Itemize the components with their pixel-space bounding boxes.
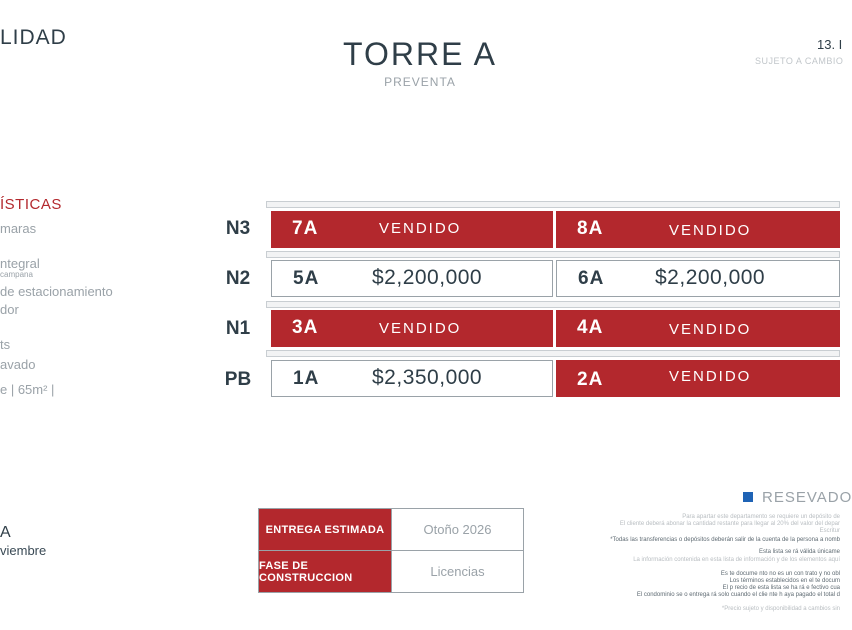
floor-slab [266, 251, 840, 258]
page-title-left: LIDAD [0, 26, 67, 49]
fine-print: Es te docume nto no es un con trato y no obl [720, 571, 840, 577]
unit-status: VENDIDO [379, 320, 462, 337]
unit-price: $2,200,000 [655, 266, 766, 289]
reserved-legend-swatch [743, 492, 753, 502]
characteristic-item: avado [0, 357, 36, 372]
info-row-delivery [259, 509, 523, 550]
unit-7a[interactable] [271, 211, 553, 248]
project-info-table [258, 508, 524, 593]
unit-id: 3A [292, 317, 319, 338]
top-right-subtext: SUJETO A CAMBIO [755, 56, 844, 66]
unit-id: 7A [292, 218, 319, 239]
unit-id: 6A [578, 268, 605, 289]
unit-id: 5A [293, 268, 320, 289]
unit-id: 8A [577, 218, 604, 239]
fine-print: El p recio de esta lista se ha rá e fectivo cua [722, 585, 840, 591]
floor-label-n2: N2 [225, 268, 251, 289]
characteristic-item: de estacionamiento [0, 284, 113, 299]
info-key: FASE DE CONSTRUCCION [259, 551, 391, 592]
unit-id: 2A [577, 369, 604, 390]
info-key: ENTREGA ESTIMADA [259, 509, 391, 550]
characteristic-item: ntegral [0, 256, 40, 271]
fine-print: El cliente deberá abonar la cantidad restante para llegar al 20% del valor del depar [619, 521, 840, 527]
unit-3a[interactable] [271, 310, 553, 347]
info-value: Licencias [391, 551, 523, 592]
left-footer-line1: A [0, 524, 11, 541]
left-footer-line2: viembre [0, 543, 47, 558]
roof-slab [266, 201, 840, 208]
characteristic-item: ts [0, 337, 11, 352]
unit-2a[interactable] [556, 360, 840, 397]
fine-print: Escritur [819, 528, 840, 534]
info-value: Otoño 2026 [391, 509, 523, 550]
unit-status: VENDIDO [669, 368, 752, 385]
unit-6a[interactable] [556, 260, 840, 297]
floor-label-pb: PB [224, 369, 252, 390]
characteristics-heading: ÍSTICAS [0, 196, 62, 213]
floor-label-n1: N1 [225, 318, 251, 339]
top-right-text: 13. I [817, 37, 843, 52]
characteristic-item: maras [0, 221, 37, 236]
unit-price: $2,200,000 [372, 266, 483, 289]
unit-8a[interactable] [556, 211, 840, 248]
unit-status: VENDIDO [669, 222, 752, 239]
reserved-legend-label: RESEVADO [762, 489, 852, 506]
unit-price: $2,350,000 [372, 366, 483, 389]
fine-print: *Precio sujeto y disponibilidad a cambios sin [721, 606, 840, 612]
floor-label-n3: N3 [225, 218, 251, 239]
floor-slab [266, 301, 840, 308]
floor-slab [266, 350, 840, 357]
unit-id: 1A [293, 368, 320, 389]
unit-id: 4A [577, 317, 604, 338]
characteristic-item-note: campana [0, 270, 33, 279]
unit-5a[interactable] [271, 260, 553, 297]
tower-subtitle: PREVENTA [384, 75, 456, 89]
unit-status: VENDIDO [379, 220, 462, 237]
characteristic-item: dor [0, 302, 19, 317]
characteristic-item: e | 65m² | [0, 382, 55, 397]
fine-print: La información contenida en esta lista de información y de los elementos aquí [633, 557, 840, 563]
fine-print: Para apartar este departamento se requiere un depósito de [682, 514, 840, 520]
info-row-phase [259, 550, 523, 592]
fine-print: Esta lista se rá válida únicame [758, 549, 840, 555]
unit-status: VENDIDO [669, 321, 752, 338]
unit-1a[interactable] [271, 360, 553, 397]
tower-title: TORRE A [343, 36, 497, 72]
fine-print: Los términos establecidos en el te docum [729, 578, 840, 584]
unit-4a[interactable] [556, 310, 840, 347]
fine-print: *Todas las transferencias o depósitos deberán salir de la cuenta de la persona a nomb [610, 537, 840, 543]
fine-print: El condominio se o entrega rá solo cuando el clie nte h aya pagado el total d [636, 592, 840, 598]
